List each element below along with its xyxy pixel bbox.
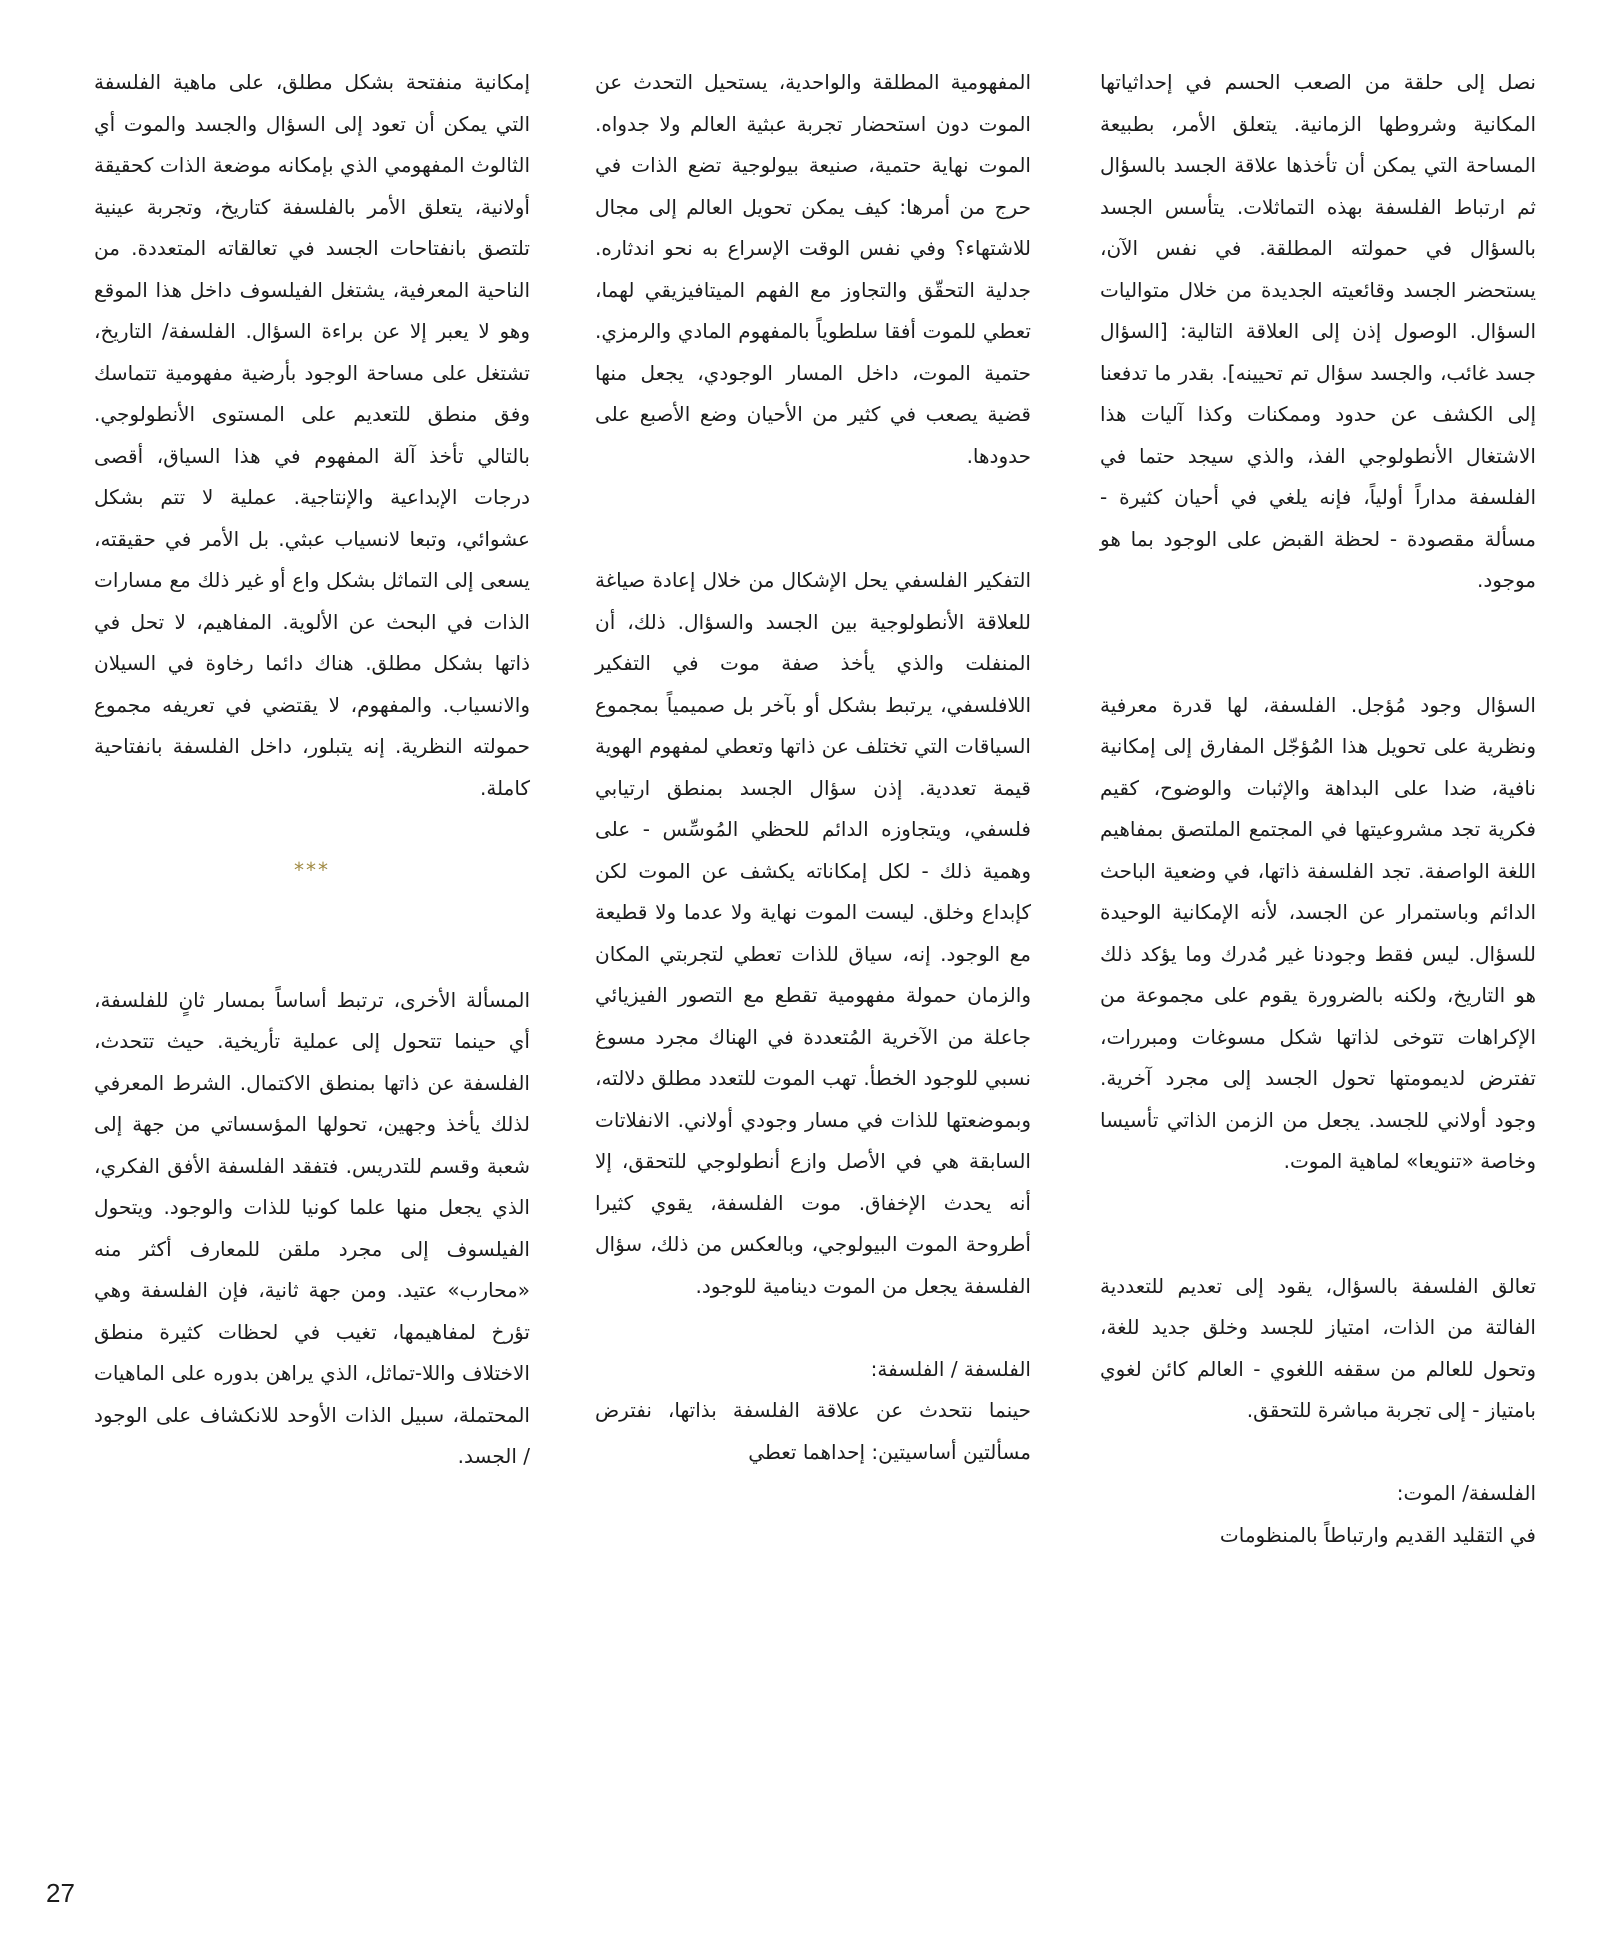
paragraph: حينما نتحدث عن علاقة الفلسفة بذاتها، نفترض مسألتين أساسيتين: إحداهما تعطي [595,1398,1031,1464]
paragraph: التفكير الفلسفي يحل الإشكال من خلال إعادة صياغة للعلاقة الأنطولوجية بين الجسد والسؤال. ذلك، أن المنفلت والذي يأخذ صفة موت في التفكير اللافلسفي، يرتبط بشكل أو بآخر بل صميمياً بمجموع السياقات التي تختلف عن ذاتها وتعطي لمفهوم الهوية قيمة تعددية. إذن سؤال الجسد بمنطق ارتيابي فلسفي، ويتجاوزه الدائم للحظي المُوسِّس - على وهمية ذلك - لكل إمكاناته يكشف عن الموت لكن كإبداع وخلق. ليست الموت نهاية ولا عدما ولا قطيعة مع الوجود. إنه، سياق للذات تعطي لتجربتي المكان والزمان حمولة مفهومية تقطع مع التصور الفيزيائي جاعلة من الآخرية المُتعددة في الهناك مجرد مسوغ نسبي للوجود الخطأ. تهب الموت للتعدد مطلق دلالته، وبموضعتها للذات في مسار وجودي أولاني. الانفلاتات السابقة هي في الأصل وازع أنطولوجي للتحقق، إلا أنه يحدث الإخفاق. موت الفلسفة، يقوي كثيرا أطروحة الموت البيولوجي، وبالعكس من ذلك، سؤال الفلسفة يجعل من الموت دينامية للوجود. [595,568,1031,1298]
paragraph-gap [595,477,1031,560]
paragraph-gap [1100,1432,1536,1474]
paragraph: إمكانية منفتحة بشكل مطلق، على ماهية الفلسفة التي يمكن أن تعود إلى السؤال والجسد والموت أي الثالوث المفهومي الذي بإمكانه موضعة الذات كحقيقة أولانية، يتعلق الأمر بالفلسفة كتاريخ، وتجربة عينية تلتصق بانفتاحات الجسد في تعالقاته المتعددة. من الناحية المعرفية، يشتغل الفيلسوف داخل هذا الموقع وهو لا يعبر إلا عن براءة السؤال. الفلسفة/ التاريخ، تشتغل على مساحة الوجود بأرضية مفهومية تتماسك وفق منطق للتعديم على المستوى الأنطولوجي. بالتالي تأخذ آلة المفهوم في هذا السياق، أقصى درجات الإبداعية والإنتاجية. عملية لا تتم بشكل عشوائي، وتبعا لانسياب عبثي. بل الأمر في حقيقته، يسعى إلى التماثل بشكل واع أو غير ذلك مع مسارات الذات في البحث عن الألوية. المفاهيم، لا تحل في ذاتها بشكل مطلق. هناك دائما رخاوة في السيلان والانسياب. والمفهوم، لا يقتضي في تعريفه مجموع حمولته النظرية. إنه يتبلور، داخل الفلسفة بانفتاحية كاملة. [94,70,530,800]
text-column-middle [595,62,1031,1473]
paragraph: المفهومية المطلقة والواحدية، يستحيل التحدث عن الموت دون استحضار تجربة عبثية العالم ولا جدواه. الموت نهاية حتمية، صنيعة بيولوجية تضع الذات في حرج من أمرها: كيف يمكن تحويل العالم إلى مجال للاشتهاء؟ وفي نفس الوقت الإسراع به نحو اندثاره. جدلية التحقّق والتجاوز مع الفهم الميتافيزيقي لهما، تعطي للموت أفقا سلطوياً بالمفهوم المادي والرمزي. حتمية الموت، داخل المسار الوجودي، يجعل منها قضية يصعب في كثير من الأحيان وضع الأصبع على حدودها. [595,70,1031,468]
paragraph-gap [1100,602,1536,685]
paragraph: تعالق الفلسفة بالسؤال، يقود إلى تعديم للتعددية الفالتة من الذات، امتياز للجسد وخلق جديد للغة، وتحول للعالم من سقفه اللغوي - العالم كائن لغوي بامتياز - إلى تجربة مباشرة للتحقق. [1100,1273,1536,1422]
text-column-left [94,62,530,1478]
paragraph: في التقليد القديم وارتباطاً بالمنظومات [1219,1522,1536,1547]
text-column-right [1100,62,1536,1556]
section-heading: الفلسفة/ الموت: [1396,1481,1536,1505]
paragraph: السؤال وجود مُؤجل. الفلسفة، لها قدرة معرفية ونظرية على تحويل هذا المُؤجّل المفارق إلى إمكانية نافية، ضدا على البداهة والإثبات والوضوح، كقيم فكرية تجد مشروعيتها في المجتمع الملتصق بمفاهيم اللغة الواصفة. تجد الفلسفة ذاتها، في وضعية الباحث الدائم وباستمرار عن الجسد، لأنه الإمكانية الوحيدة للسؤال. ليس فقط وجودنا غير مُدرك وما يؤكد ذلك هو التاريخ، ولكنه بالضرورة يقوم على مجموعة من الإكراهات تتوخى لذاتها شكل مسوغات ومبررات، تفترض لديمومتها تحول الجسد إلى مجرد آخرية. وجود أولاني للجسد. يجعل من الزمن الذاتي تأسيسا وخاصة «تنويعا» لماهية الموت. [1100,692,1536,1173]
paragraph: نصل إلى حلقة من الصعب الحسم في إحداثياتها المكانية وشروطها الزمانية. يتعلق الأمر، بطبيعة المساحة التي يمكن أن تأخذها علاقة الجسد بالسؤال ثم ارتباط الفلسفة بهذه التماثلات. يتأسس الجسد بالسؤال في حمولته المطلقة. في نفس الآن، يستحضر الجسد وقائعيته الجديدة من خلال متواليات السؤال. الوصول إذن إلى العلاقة التالية: [السؤال جسد غائب، والجسد سؤال تم تحيينه]. بقدر ما تدفعنا إلى الكشف عن حدود وممكنات وكذا آليات هذا الاشتغال الأنطولوجي الفذ، والذي سيجد حتما في الفلسفة مداراً أولياً، فإنه يلغي في أحيان كثيرة - مسألة مقصودة - لحظة القبض على الوجود بما هو موجود. [1100,70,1536,592]
paragraph-gap [1100,1183,1536,1266]
page-number: 27 [46,1878,75,1908]
paragraph-gap [595,1307,1031,1349]
section-separator: *** [294,858,330,882]
paragraph: المسألة الأخرى، ترتبط أساساً بمسار ثانٍ للفلسفة، أي حينما تتحول إلى عملية تأريخية. حيث تتحدث، الفلسفة عن ذاتها بمنطق الاكتمال. الشرط المعرفي لذلك يأخذ وجهين، تحولها المؤسساتي من جهة إلى شعبة وقسم للتدريس. فتفقد الفلسفة الأفق الفكري، الذي يجعل منها علما كونيا للذات والوجود. ويتحول الفيلسوف إلى مجرد ملقن للمعارف أكثر منه «محارب» عتيد. ومن جهة ثانية، فإن الفلسفة وهي تؤرخ لمفاهيمها، تغيب في لحظات كثيرة منطق الاختلاف واللا-تماثل، الذي يراهن بدوره على الماهيات المحتملة، سبيل الذات الأوحد للانكشاف على الوجود / الجسد. [94,987,530,1468]
section-heading: الفلسفة / الفلسفة: [870,1356,1031,1381]
